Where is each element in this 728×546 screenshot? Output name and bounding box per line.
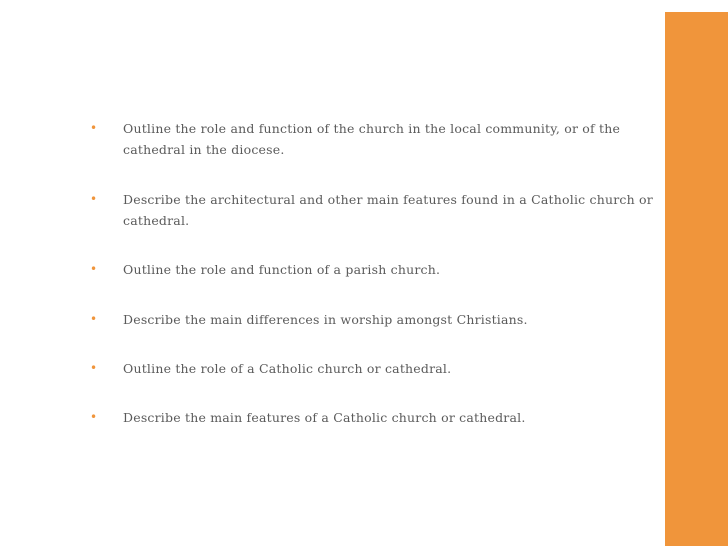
bullet-icon: •: [90, 121, 98, 135]
bullet-icon: •: [90, 361, 98, 375]
bullet-text: Outline the role and function of the church in the local community, or of the cathedral in the diocese.: [123, 121, 621, 157]
bullet-text: Outline the role and function of a parish church.: [123, 262, 441, 277]
bullet-text: Describe the architectural and other main features found in a Catholic church or cathedral.: [123, 192, 653, 228]
accent-bar: [665, 12, 728, 546]
bullet-text: Describe the main features of a Catholic church or cathedral.: [123, 410, 526, 425]
bullet-icon: •: [90, 410, 98, 424]
bullet-icon: •: [90, 192, 98, 206]
bullet-icon: •: [90, 262, 98, 276]
bullet-icon: •: [90, 312, 98, 326]
bullet-text: Describe the main differences in worship amongst Christians.: [123, 312, 528, 327]
bullet-text: Outline the role of a Catholic church or cathedral.: [123, 361, 452, 376]
